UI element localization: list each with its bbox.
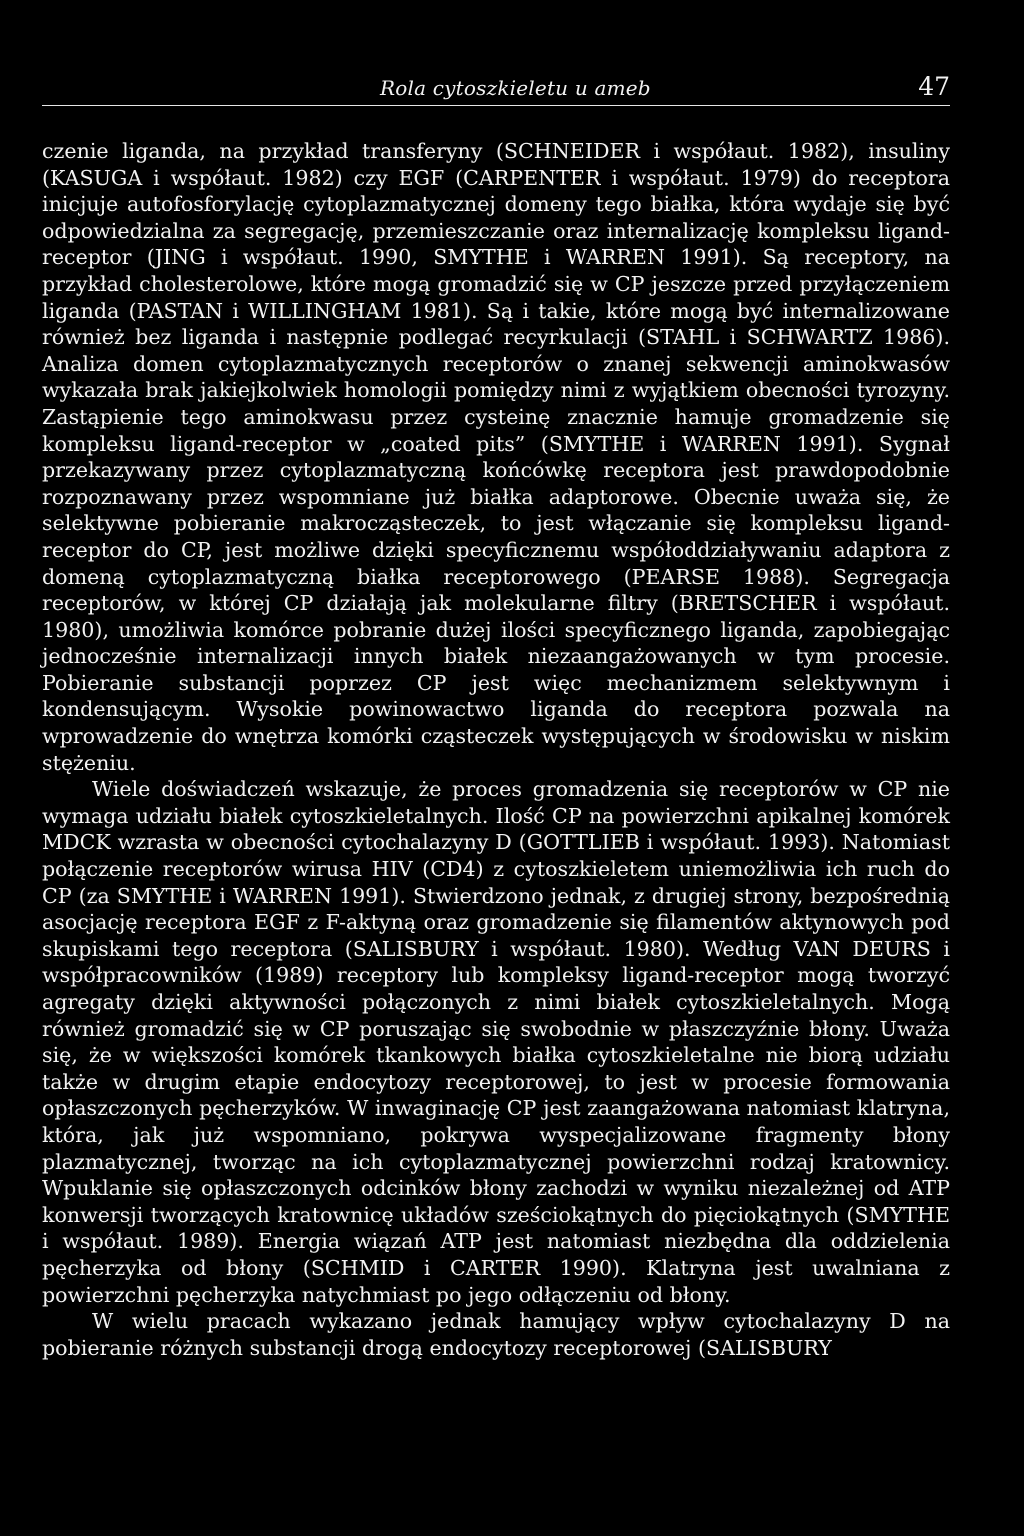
paragraph: czenie liganda, na przykład transferyny (SCHNEIDER i współaut. 1982), insuliny (KASUGA i współaut. 1982) czy EGF (CARPENTER i współaut. 1979) do receptora inicjuje autofosforylację cytoplazmatycznej domeny tego białka, która wydaje się być odpowiedzialna za segregację, przemieszczanie oraz internalizację kompleksu ligand-receptor (JING i współaut. 1990, SMYTHE i WARREN 1991). Są receptory, na przykład cholesterolowe, które mogą gromadzić się w CP jeszcze przed przyłączeniem liganda (PASTAN i WILLINGHAM 1981). Są i takie, które mogą być internalizowane również bez liganda i następnie podlegać recyrkulacji (STAHL i SCHWARTZ 1986). Analiza domen cytoplazmatycznych receptorów o znanej sekwencji aminokwasów wykazała brak jakiejkolwiek homologii pomiędzy nimi z wyjątkiem obecności tyrozyny. Zastąpienie tego aminokwasu przez cysteinę znacznie hamuje gromadzenie się kompleksu ligand-receptor w „coated pits” (SMYTHE i WARREN 1991). Sygnał przekazywany przez cytoplazmatyczną końcówkę receptora jest prawdopodobnie rozpoznawany przez wspomniane już białka adaptorowe. Obecnie uważa się, że selektywne pobieranie makrocząsteczek, to jest włączanie się kompleksu ligand-receptor do CP, jest możliwe dzięki specyficznemu współoddziaływaniu adaptora z domeną cytoplazmatyczną białka receptorowego (PEARSE 1988). Segregacja receptorów, w której CP działają jak molekularne filtry (BRETSCHER i współaut. 1980), umożliwia komórce pobranie dużej ilości specyficznego liganda, zapobiegając jednocześnie internalizacji innych białek niezaangażowanych w tym procesie. Pobieranie substancji poprzez CP jest więc mechanizmem selektywnym i kondensującym. Wysokie powinowactwo liganda do receptora pozwala na wprowadzenie do wnętrza komórki cząsteczek występujących w środowisku w niskim stężeniu. bbox=[42, 139, 950, 775]
header-rule bbox=[42, 105, 950, 106]
page-number: 47 bbox=[918, 72, 950, 101]
body-text bbox=[42, 138, 950, 1361]
paragraph: W wielu pracach wykazano jednak hamujący wpływ cytochalazyny D na pobieranie różnych substancji drogą endocytozy receptorowej (SALISBURY bbox=[42, 1309, 950, 1360]
page-header bbox=[42, 72, 950, 102]
running-title: Rola cytoszkieletu u ameb bbox=[380, 76, 651, 100]
paragraph: Wiele doświadczeń wskazuje, że proces gromadzenia się receptorów w CP nie wymaga udziału białek cytoszkieletalnych. Ilość CP na powierzchni apikalnej komórek MDCK wzrasta w obecności cytochalazyny D (GOTTLIEB i współaut. 1993). Natomiast połączenie receptorów wirusa HIV (CD4) z cytoszkieletem uniemożliwia ich ruch do CP (za SMYTHE i WARREN 1991). Stwierdzono jednak, z drugiej strony, bezpośrednią asocjację receptora EGF z F-aktyną oraz gromadzenie się filamentów aktynowych pod skupiskami tego receptora (SALISBURY i współaut. 1980). Według VAN DEURS i współpracowników (1989) receptory lub kompleksy ligand-receptor mogą tworzyć agregaty dzięki aktywności połączonych z nimi białek cytoszkieletalnych. Mogą również gromadzić się w CP poruszając się swobodnie w płaszczyźnie błony. Uważa się, że w większości komórek tkankowych białka cytoszkieletalne nie biorą udziału także w drugim etapie endocytozy receptorowej, to jest w procesie formowania opłaszczonych pęcherzyków. W inwaginację CP jest zaangażowana natomiast klatryna, która, jak już wspomniano, pokrywa wyspecjalizowane fragmenty błony plazmatycznej, tworząc na ich cytoplazmatycznej powierzchni rodzaj kratownicy. Wpuklanie się opłaszczonych odcinków błony zachodzi w wyniku niezależnej od ATP konwersji tworzących kratownicę układów sześciokątnych do pięciokątnych (SMYTHE i współaut. 1989). Energia wiązań ATP jest natomiast niezbędna dla oddzielenia pęcherzyka od błony (SCHMID i CARTER 1990). Klatryna jest uwalniana z powierzchni pęcherzyka natychmiast po jego odłączeniu od błony. bbox=[42, 777, 950, 1307]
